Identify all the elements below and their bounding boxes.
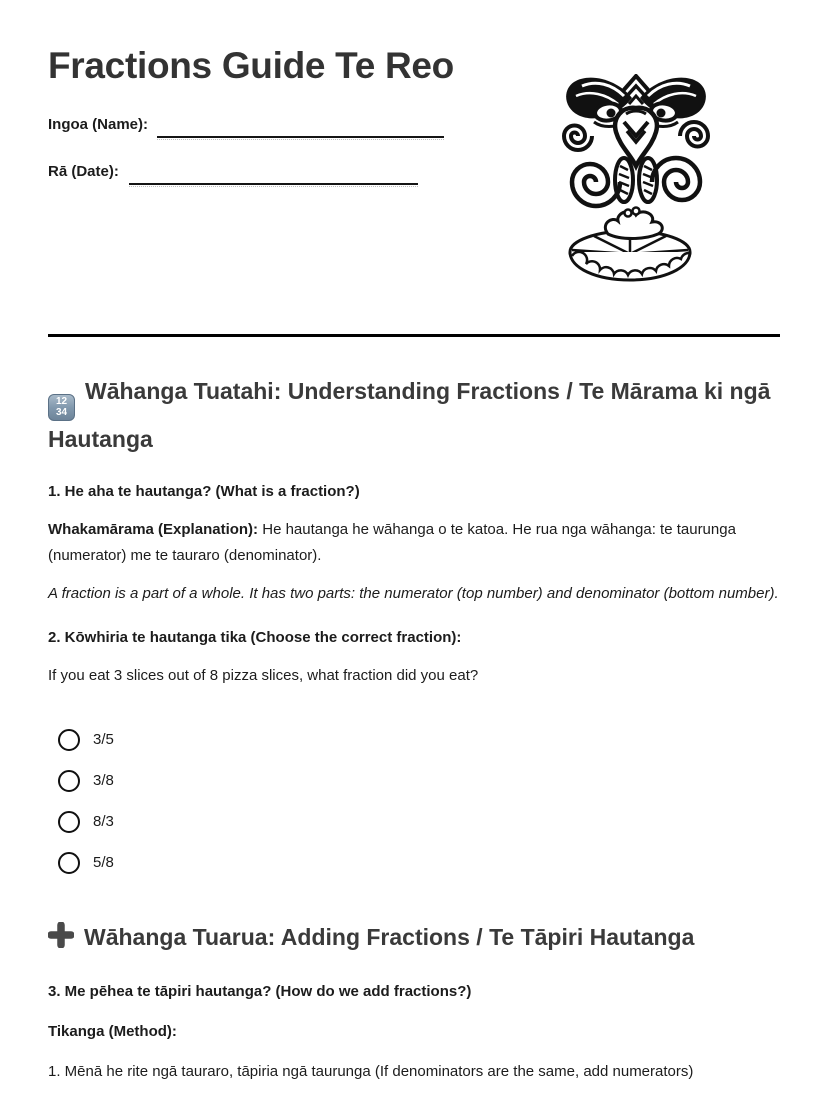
question-1: 1. He aha te hautanga? (What is a fraction?) bbox=[48, 483, 360, 500]
question-2-prompt: If you eat 3 slices out of 8 pizza slices, what fraction did you eat? bbox=[48, 667, 479, 684]
section2-heading bbox=[48, 919, 780, 955]
option-row-1[interactable] bbox=[58, 727, 780, 752]
translation-paragraph: A fraction is a part of a whole. It has two parts: the numerator (top number) and denominator (bottom number). bbox=[48, 585, 779, 602]
question-3: 3. Me pēhea te tāpiri hautanga? (How do we add fractions?) bbox=[48, 983, 472, 1000]
section1-heading bbox=[48, 373, 780, 457]
explanation-text: He hautanga he wāhanga o te katoa. He rua nga wāhanga: te taurunga (numerator) me te tauraro (denominator). bbox=[48, 521, 736, 564]
option-label: 5/8 bbox=[93, 853, 114, 871]
page-title: Fractions Guide Te Reo bbox=[48, 45, 454, 86]
option-label: 8/3 bbox=[93, 812, 114, 830]
tiki-mask-pie-illustration bbox=[556, 74, 716, 289]
method-label: Tikanga (Method): bbox=[48, 1023, 177, 1040]
option-row-3[interactable] bbox=[58, 809, 780, 834]
radio-button[interactable] bbox=[58, 852, 80, 874]
date-label: Rā (Date): bbox=[48, 163, 119, 180]
name-label: Ingoa (Name): bbox=[48, 116, 149, 133]
section2-heading-text: Wāhanga Tuarua: Adding Fractions / Te Tāpiri Hautanga bbox=[84, 924, 695, 950]
plus-icon bbox=[48, 922, 74, 948]
name-input-line[interactable] bbox=[157, 117, 444, 138]
badge-top-digits: 12 bbox=[55, 396, 68, 407]
date-input-line[interactable] bbox=[129, 164, 418, 185]
input-numbers-icon bbox=[48, 394, 75, 421]
radio-button[interactable] bbox=[58, 811, 80, 833]
radio-button[interactable] bbox=[58, 729, 80, 751]
option-row-4[interactable] bbox=[58, 850, 780, 875]
badge-bottom-digits: 34 bbox=[55, 406, 68, 418]
option-label: 3/8 bbox=[93, 771, 114, 789]
section-divider bbox=[48, 334, 780, 337]
option-row-2[interactable] bbox=[58, 768, 780, 793]
option-label: 3/5 bbox=[93, 730, 114, 748]
explanation-label: Whakamārama (Explanation): bbox=[48, 521, 259, 538]
method-step-1: 1. Mēnā he rite ngā tauraro, tāpiria ngā taurunga (If denominators are the same, add numerators) bbox=[48, 1063, 694, 1080]
options-list bbox=[48, 727, 780, 875]
explanation-paragraph bbox=[48, 517, 780, 569]
question-2: 2. Kōwhiria te hautanga tika (Choose the correct fraction): bbox=[48, 629, 462, 646]
section1-heading-text: Wāhanga Tuatahi: Understanding Fractions / Te Mārama ki ngā Hautanga bbox=[48, 378, 771, 452]
radio-button[interactable] bbox=[58, 770, 80, 792]
